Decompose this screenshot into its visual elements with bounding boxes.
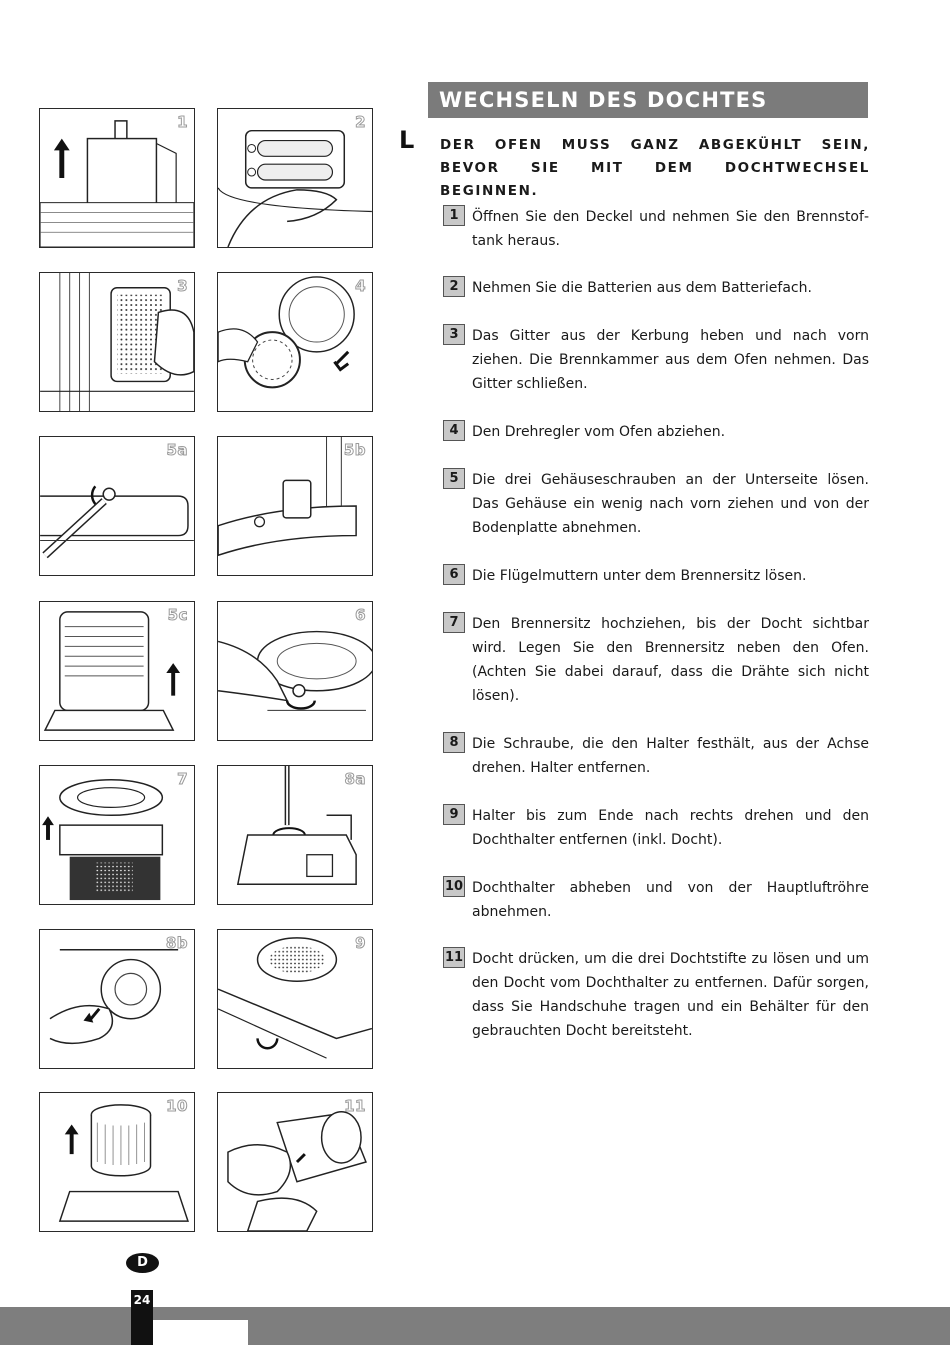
figure-label: 5a [166, 441, 188, 459]
figure-label: 2 [355, 113, 366, 131]
step-text: Den Brennersitz hochziehen, bis der Docht sichtbar wird. Legen Sie den Brennersitz neben den Ofen. (Achten Sie dabei darauf, dass die Drähte sich nicht lösen). [472, 616, 869, 704]
figure-9 [217, 929, 373, 1069]
figure-label: 5b [343, 441, 366, 459]
figure-label: 8b [165, 934, 188, 952]
safety-warning: DER OFEN MUSS GANZ ABGEKÜHLT SEIN, BEVOR SIE MIT DEM DOCHTWECHSEL BEGINNEN. [440, 137, 870, 199]
footer-accent [153, 1320, 248, 1345]
figure-label: 6 [355, 606, 366, 624]
figure-5a [39, 436, 195, 576]
figure-label: 11 [344, 1097, 366, 1115]
figure-5c [39, 601, 195, 741]
figure-label: 1 [177, 113, 188, 131]
step-text: Den Drehregler vom Ofen abziehen. [472, 424, 726, 440]
step-number: 5 [443, 468, 465, 489]
page-title: WECHSELN DES DOCHTES [428, 82, 868, 118]
step-text: Das Gitter aus der Kerbung heben und nach vorn ziehen. Die Brennkammer aus dem Ofen nehmen. Das Gitter schließen. [472, 328, 869, 392]
figure-label: 9 [355, 934, 366, 952]
step-text: Docht drücken, um die drei Dochtstifte zu lösen und um den Docht vom Dochthalter zu entfernen. Dafür sorgen, dass Sie Handschuhe tragen und ein Behälter für den gebrauchten Docht bereitsteht. [472, 951, 869, 1039]
heater-tank-illustration [40, 109, 194, 247]
figure-5b [217, 436, 373, 576]
step-item [443, 324, 869, 396]
figure-1 [39, 108, 195, 248]
figure-8a [217, 765, 373, 905]
step-text: Öffnen Sie den Deckel und nehmen Sie den Brennstoftank heraus. [472, 209, 869, 249]
step-number: 3 [443, 324, 465, 345]
figure-7 [39, 765, 195, 905]
step-text: Die drei Gehäuseschrauben an der Unterseite lösen. Das Gehäuse ein wenig nach vorn ziehen und von der Bodenplatte abnehmen. [472, 472, 869, 536]
step-text: Die Schraube, die den Halter festhält, aus der Achse drehen. Halter entfernen. [472, 736, 869, 776]
step-number: 4 [443, 420, 465, 441]
page-number: 24 [131, 1290, 153, 1345]
burner-grid-illustration [40, 273, 194, 411]
step-text: Nehmen Sie die Batterien aus dem Batteriefach. [472, 280, 812, 296]
step-item [443, 732, 869, 780]
step-item [443, 947, 869, 1043]
wing-nut-illustration [218, 602, 372, 740]
wick-removal-illustration [218, 930, 372, 1068]
step-number: 2 [443, 276, 465, 297]
figure-label: 3 [177, 277, 188, 295]
language-badge: D [126, 1253, 159, 1273]
figure-6 [217, 601, 373, 741]
figure-10 [39, 1092, 195, 1232]
step-number: 8 [443, 732, 465, 753]
step-item [443, 612, 869, 708]
step-number: 9 [443, 804, 465, 825]
figure-3 [39, 272, 195, 412]
step-number: 10 [443, 876, 465, 897]
step-item [443, 205, 869, 253]
step-item [443, 564, 869, 588]
section-letter: L [399, 126, 415, 154]
figure-8b [39, 929, 195, 1069]
step-item [443, 876, 869, 924]
figure-11 [217, 1092, 373, 1232]
figure-label: 4 [355, 277, 366, 295]
burner-seat-illustration [40, 766, 194, 904]
figure-label: 7 [177, 770, 188, 788]
figure-label: 8a [344, 770, 366, 788]
step-item [443, 420, 869, 444]
battery-compartment-illustration [218, 109, 372, 247]
figure-2 [217, 108, 373, 248]
figure-label: 10 [166, 1097, 188, 1115]
control-knob-illustration [218, 273, 372, 411]
figure-label: 5c [167, 606, 188, 624]
step-text: Halter bis zum Ende nach rechts drehen und den Dochthalter entfernen (inkl. Docht). [472, 808, 869, 848]
step-item [443, 804, 869, 852]
step-item [443, 468, 869, 540]
step-text: Dochthalter abheben und von der Hauptluftröhre abnehmen. [472, 880, 869, 920]
step-number: 7 [443, 612, 465, 633]
figure-4 [217, 272, 373, 412]
step-number: 1 [443, 205, 465, 226]
step-item [443, 276, 869, 300]
step-number: 6 [443, 564, 465, 585]
step-number: 11 [443, 947, 465, 968]
step-text: Die Flügelmuttern unter dem Brennersitz lösen. [472, 568, 807, 584]
